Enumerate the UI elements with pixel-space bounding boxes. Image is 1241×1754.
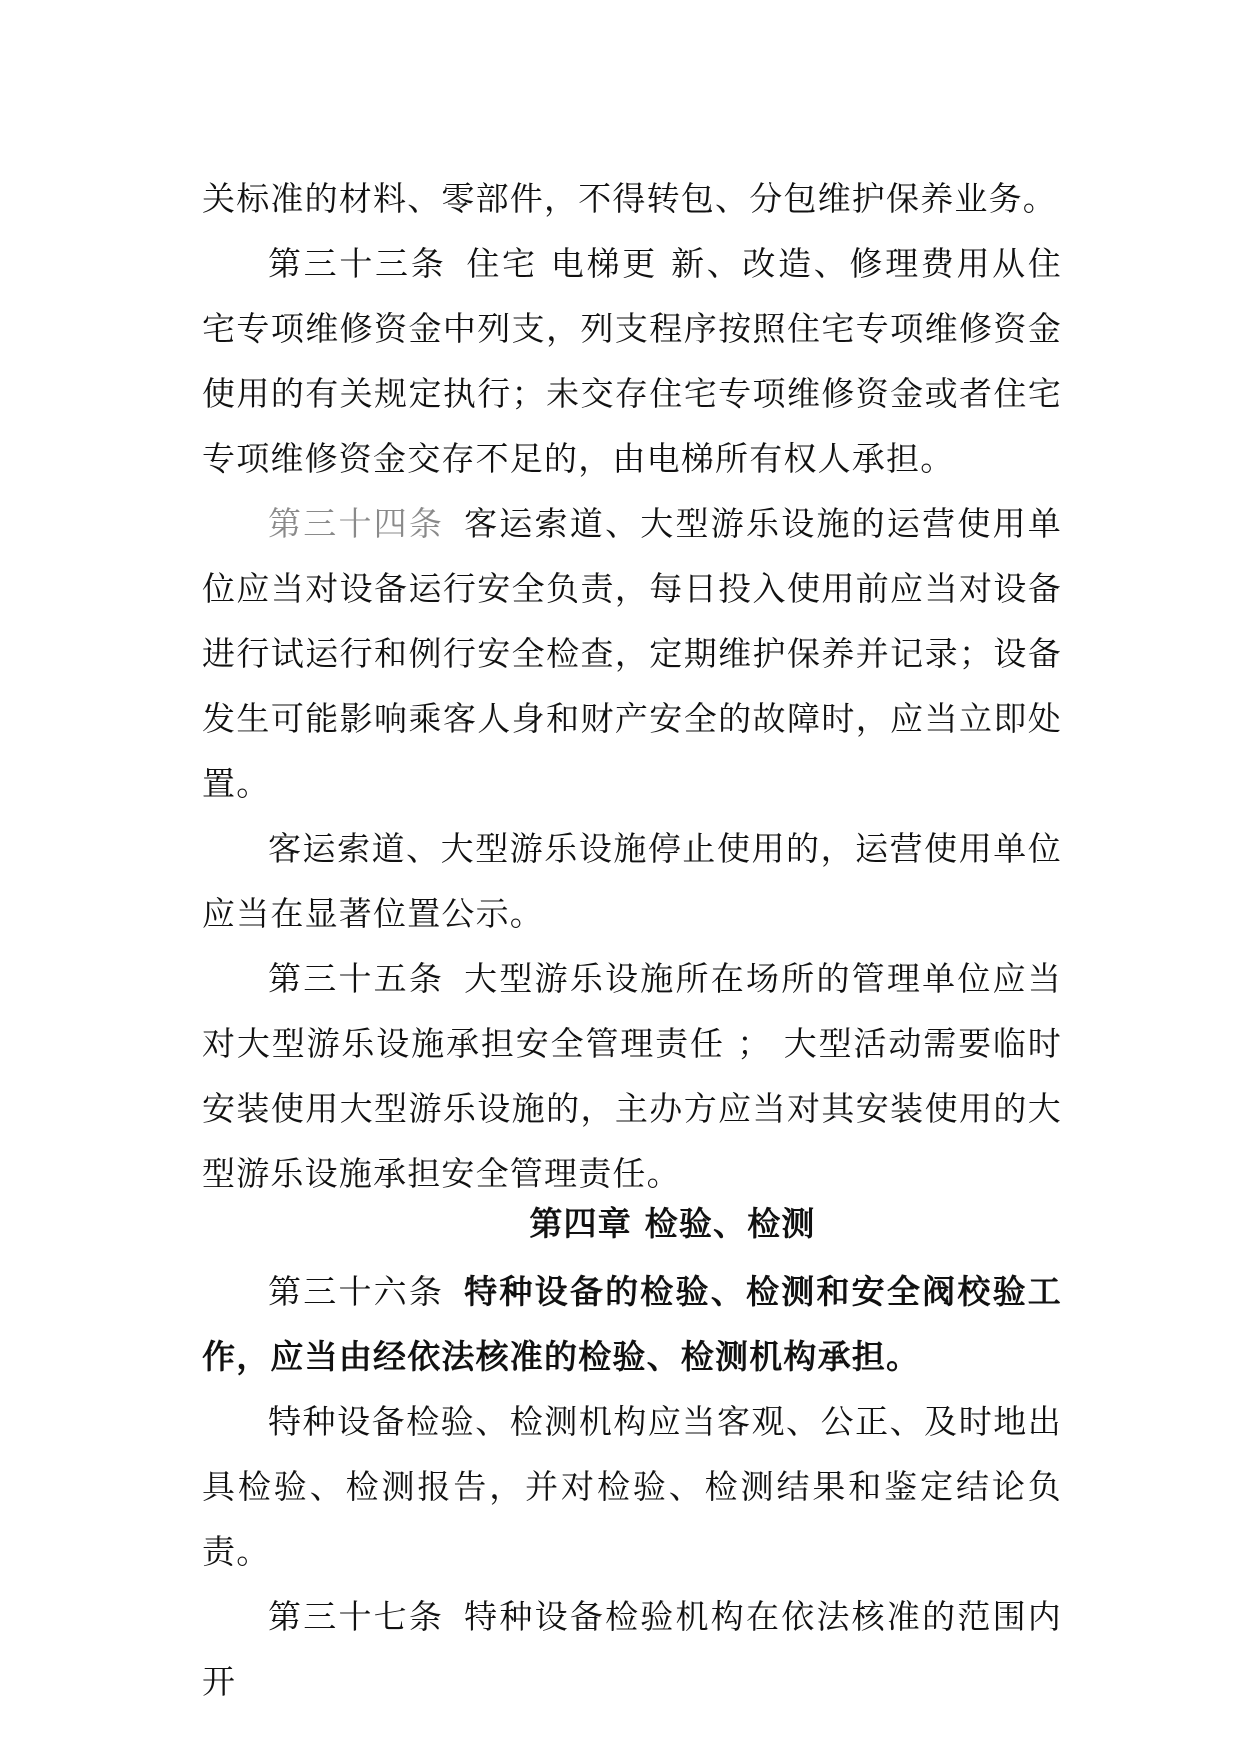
article-36-paragraph bbox=[202, 1259, 1062, 1389]
paragraph-text: 大型游乐设施所在场所的管理单位应当对大型游乐设施承担安全管理责任 ； 大型活动需要临时安装使用大型游乐设施的，主办方应当对其安装使用的大型游乐设施承担安全管理责任。 bbox=[202, 959, 1063, 1193]
paragraph-text-bold: 特种设备的检验、检测和安全阀校验工作，应当由经依法核准的检验、检测机构承担。 bbox=[202, 1272, 1063, 1376]
paragraph-text: 关标准的材料、零部件，不得转包、分包维护保养业务。 bbox=[202, 179, 1057, 218]
article-number: 第三十四条 bbox=[268, 504, 445, 543]
paragraph-text: 客运索道、大型游乐设施的运营使用单位应当对设备运行安全负责，每日投入使用前应当对设备进行试运行和例行安全检查，定期维护保养并记录；设备发生可能影响乘客人身和财产安全的故障时，应当立即处置。 bbox=[202, 504, 1063, 803]
paragraph-text: 客运索道、大型游乐设施停止使用的，运营使用单位应当在显著位置公示。 bbox=[202, 829, 1062, 933]
article-36-subparagraph bbox=[202, 1389, 1062, 1584]
chapter-title: 第四章 检验、检测 bbox=[529, 1204, 816, 1243]
article-37-paragraph bbox=[202, 1584, 1062, 1714]
article-34-subparagraph bbox=[202, 816, 1062, 946]
regulation-text-after-chapter bbox=[202, 1259, 1062, 1714]
article-number: 第三十六条 bbox=[268, 1272, 445, 1311]
article-number: 第三十五条 bbox=[268, 959, 445, 998]
article-number: 第三十三条 bbox=[268, 244, 447, 283]
chapter-heading bbox=[0, 1191, 1241, 1256]
article-number: 第三十七条 bbox=[268, 1597, 445, 1636]
regulation-text-before-chapter bbox=[202, 166, 1062, 1206]
article-34-paragraph bbox=[202, 491, 1062, 816]
article-35-paragraph bbox=[202, 946, 1062, 1206]
article-33-paragraph bbox=[202, 231, 1062, 491]
paragraph-continuation bbox=[202, 166, 1062, 231]
paragraph-text: 住宅 电梯更 新、改造、修理费用从住宅专项维修资金中列支，列支程序按照住宅专项维修资金使用的有关规定执行；未交存住宅专项维修资金或者住宅专项维修资金交存不足的，由电梯所有权人承担。 bbox=[202, 244, 1062, 478]
paragraph-text: 特种设备检验、检测机构应当客观、公正、及时地出具检验、检测报告，并对检验、检测结果和鉴定结论负责。 bbox=[202, 1402, 1062, 1571]
paragraph-text: 特种设备检验机构在依法核准的范围内开 bbox=[202, 1597, 1063, 1701]
